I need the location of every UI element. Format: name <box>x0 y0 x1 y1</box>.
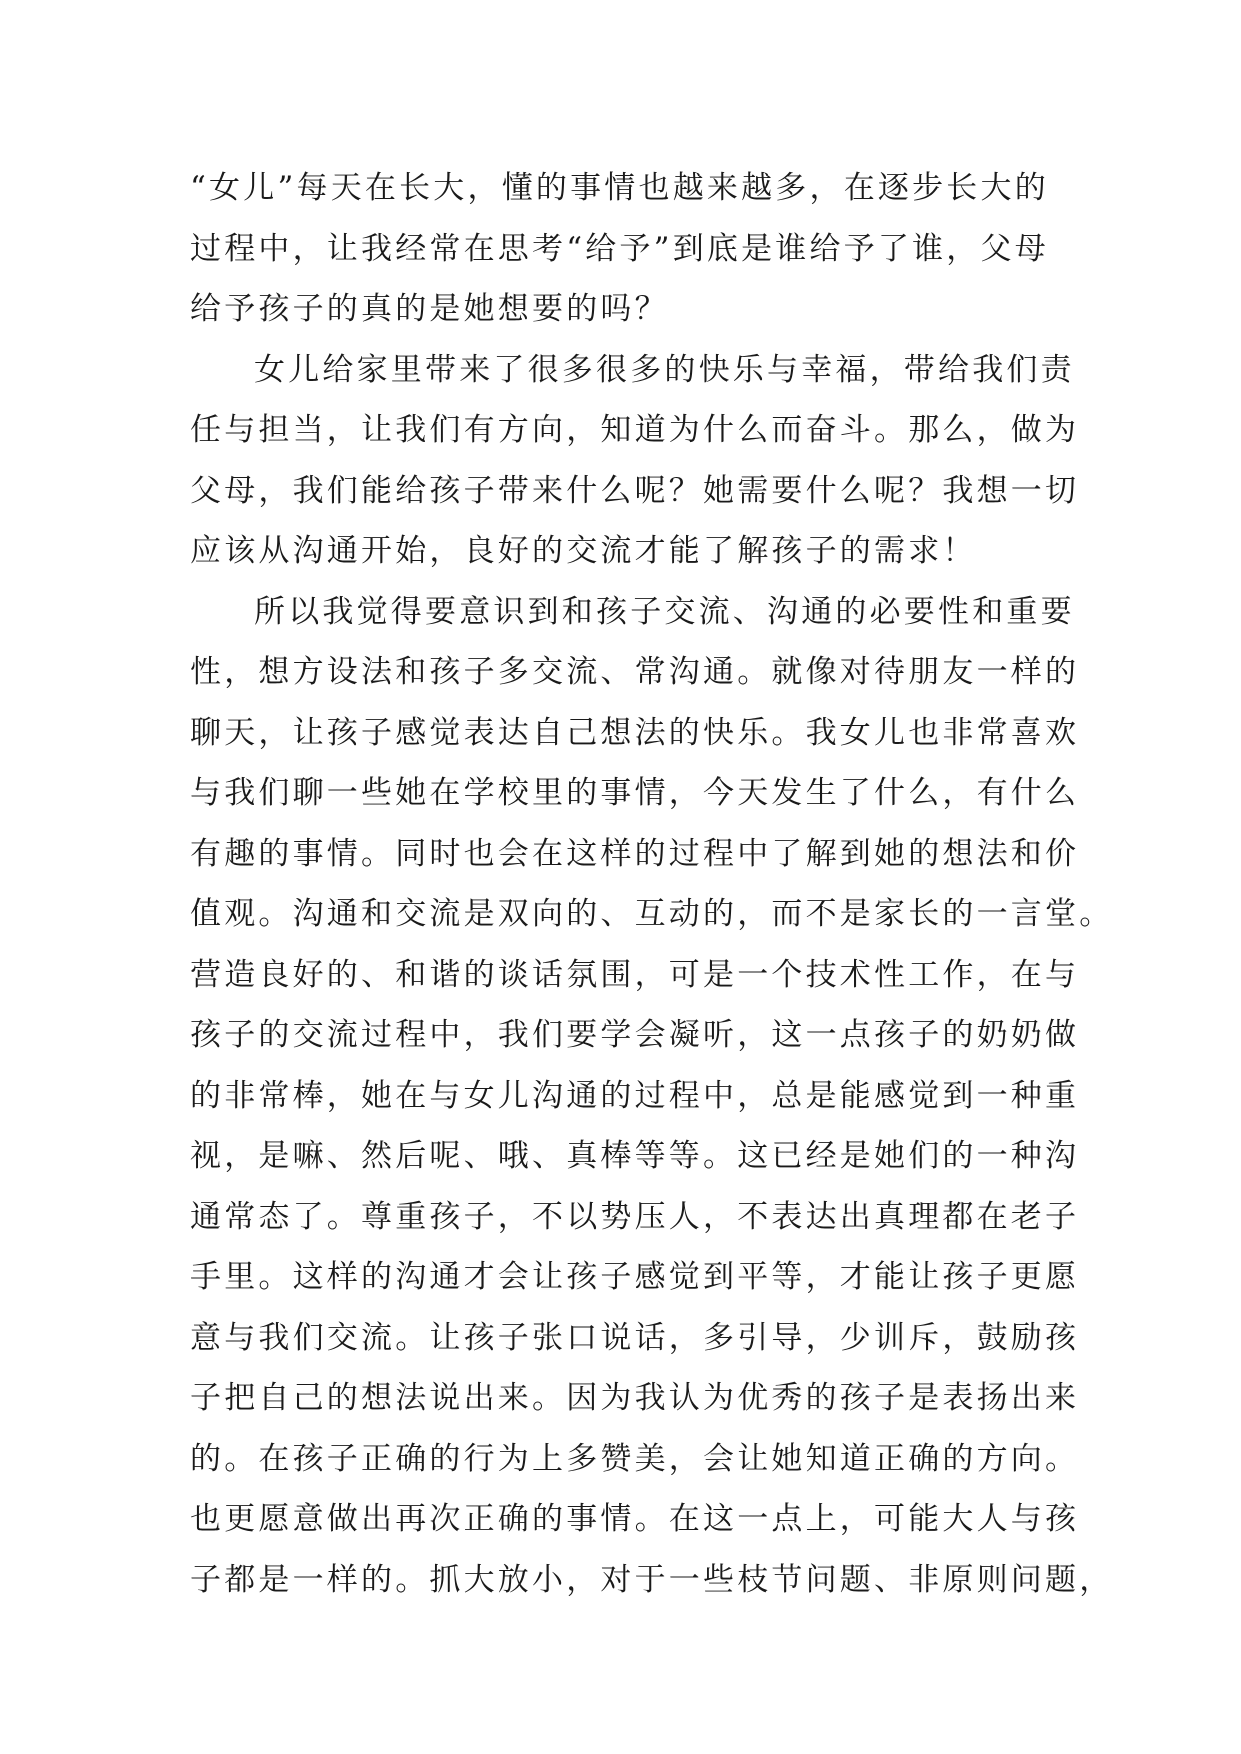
body-text <box>190 158 1114 1610</box>
text-line: 的非常棒，她在与女儿沟通的过程中，总是能感觉到一种重 <box>190 1077 1080 1114</box>
text-line: 聊天，让孩子感觉表达自己想法的快乐。我女儿也非常喜欢 <box>190 714 1080 751</box>
text-line: 父母，我们能给孩子带来什么呢？她需要什么呢？我想一切 <box>190 472 1080 509</box>
text-line: 通常态了。尊重孩子，不以势压人，不表达出真理都在老子 <box>190 1198 1080 1235</box>
text-line: 的。在孩子正确的行为上多赞美，会让她知道正确的方向。 <box>190 1440 1080 1477</box>
text-line: 手里。这样的沟通才会让孩子感觉到平等，才能让孩子更愿 <box>190 1259 1080 1295</box>
text-line: 子都是一样的。抓大放小，对于一些枝节问题、非原则问题， <box>190 1561 1114 1598</box>
text-line: 值观。沟通和交流是双向的、互动的，而不是家长的一言堂。 <box>190 896 1114 932</box>
text-line: 给予孩子的真的是她想要的吗？ <box>190 291 669 327</box>
text-line: 意与我们交流。让孩子张口说话，多引导，少训斥，鼓励孩 <box>190 1319 1080 1356</box>
text-line: 任与担当，让我们有方向，知道为什么而奋斗。那么，做为 <box>190 412 1080 448</box>
text-line: 孩子的交流过程中，我们要学会凝听，这一点孩子的奶奶做 <box>190 1017 1080 1053</box>
paragraph-start-line: 女儿给家里带来了很多很多的快乐与幸福，带给我们责 <box>254 351 1075 388</box>
paragraph-start-line: 所以我觉得要意识到和孩子交流、沟通的必要性和重要 <box>254 593 1075 630</box>
text-line: 有趣的事情。同时也会在这样的过程中了解到她的想法和价 <box>190 835 1080 872</box>
text-line: 与我们聊一些她在学校里的事情，今天发生了什么，有什么 <box>190 775 1080 811</box>
text-line: 视，是嘛、然后呢、哦、真棒等等。这已经是她们的一种沟 <box>190 1138 1080 1174</box>
text-line: 过程中，让我经常在思考“给予”到底是谁给予了谁，父母 <box>190 230 1049 267</box>
text-line: 营造良好的、和谐的谈话氛围，可是一个技术性工作，在与 <box>190 956 1080 993</box>
text-line: “女儿”每天在长大，懂的事情也越来越多，在逐步长大的 <box>190 170 1049 206</box>
text-line: 性，想方设法和孩子多交流、常沟通。就像对待朋友一样的 <box>190 654 1080 690</box>
text-line: 应该从沟通开始，良好的交流才能了解孩子的需求！ <box>190 533 977 569</box>
text-line: 也更愿意做出再次正确的事情。在这一点上，可能大人与孩 <box>190 1501 1080 1537</box>
text-line: 子把自己的想法说出来。因为我认为优秀的孩子是表扬出来 <box>190 1380 1080 1416</box>
